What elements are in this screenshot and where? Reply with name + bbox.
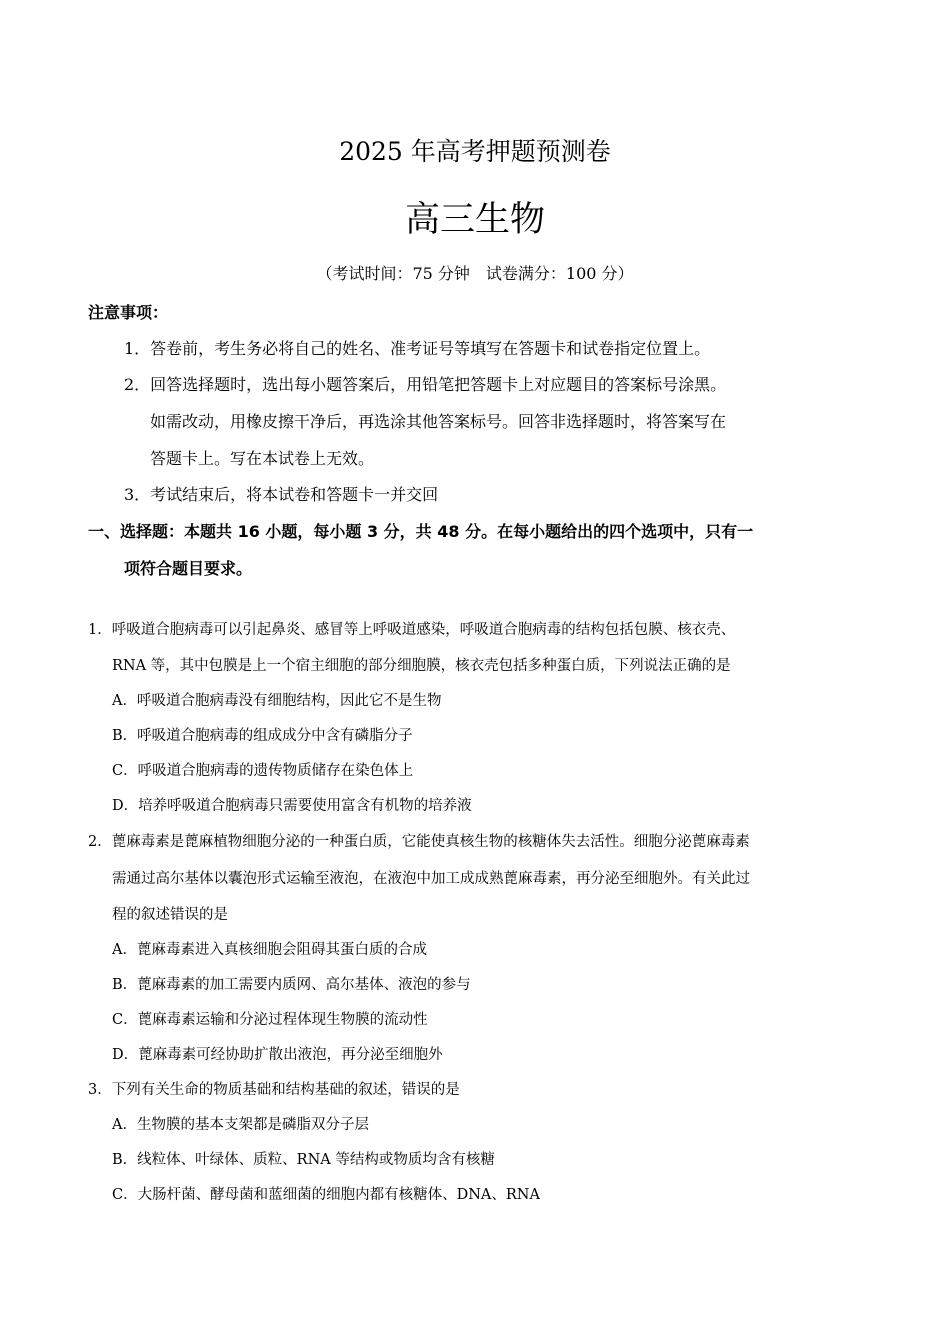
question-2-stem-cont: 需通过高尔基体以囊泡形式运输至液泡，在液泡中加工成成熟蓖麻毒素，再分泌至细胞外。有关此过 xyxy=(112,871,750,887)
notice-item-1: 1．答卷前，考生务必将自己的姓名、准考证号等填写在答题卡和试卷指定位置上。 xyxy=(124,339,711,358)
question-2-option-b: B．蓖麻毒素的加工需要内质网、高尔基体、液泡的参与 xyxy=(112,977,471,993)
question-1-option-a: A．呼吸道合胞病毒没有细胞结构，因此它不是生物 xyxy=(112,693,442,709)
section-heading-cont: 项符合题目要求。 xyxy=(124,559,253,578)
question-1-stem-cont: RNA 等，其中包膜是上一个宿主细胞的部分细胞膜，核衣壳包括多种蛋白质，下列说法正确的是 xyxy=(112,658,731,674)
notice-item-3: 3．考试结束后，将本试卷和答题卡一并交回 xyxy=(124,485,439,504)
question-2-option-d: D．蓖麻毒素可经协助扩散出液泡，再分泌至细胞外 xyxy=(112,1047,443,1063)
question-1-option-b: B．呼吸道合胞病毒的组成成分中含有磷脂分子 xyxy=(112,728,413,744)
question-2-stem: 2．蓖麻毒素是蓖麻植物细胞分泌的一种蛋白质，它能使真核生物的核糖体失去活性。细胞分泌蓖麻毒素 xyxy=(88,834,750,850)
question-3-stem: 3．下列有关生命的物质基础和结构基础的叙述，错误的是 xyxy=(88,1082,460,1098)
subject-title: 高三生物 xyxy=(404,200,545,240)
question-3-option-c: C．大肠杆菌、酵母菌和蓝细菌的细胞内都有核糖体、DNA、RNA xyxy=(112,1187,540,1203)
question-1-option-c: C．呼吸道合胞病毒的遗传物质储存在染色体上 xyxy=(112,763,414,779)
question-2-option-a: A．蓖麻毒素进入真核细胞会阻碍其蛋白质的合成 xyxy=(112,942,427,958)
section-heading: 一、选择题：本题共 16 小题，每小题 3 分，共 48 分。在每小题给出的四个选项中，只有一 xyxy=(88,522,754,541)
question-2-stem-cont-2: 程的叙述错误的是 xyxy=(112,907,228,923)
notice-item-2-cont: 如需改动，用橡皮擦干净后，再选涂其他答案标号。回答非选择题时，将答案写在 xyxy=(150,412,727,431)
question-1-stem: 1．呼吸道合胞病毒可以引起鼻炎、感冒等上呼吸道感染，呼吸道合胞病毒的结构包括包膜、核衣壳、 xyxy=(88,622,736,638)
question-3-option-b: B．线粒体、叶绿体、质粒、RNA 等结构或物质均含有核糖 xyxy=(112,1152,495,1168)
question-1-option-d: D．培养呼吸道合胞病毒只需要使用富含有机物的培养液 xyxy=(112,798,472,814)
question-3-option-a: A．生物膜的基本支架都是磷脂双分子层 xyxy=(112,1117,369,1133)
exam-info: （考试时间：75 分钟 试卷满分：100 分） xyxy=(316,264,634,283)
exam-title: 2025 年高考押题预测卷 xyxy=(339,137,611,166)
notice-heading: 注意事项： xyxy=(88,303,169,322)
notice-item-2: 2．回答选择题时，选出每小题答案后，用铅笔把答题卡上对应题目的答案标号涂黑。 xyxy=(124,375,727,394)
notice-item-2-cont-2: 答题卡上。写在本试卷上无效。 xyxy=(150,449,375,468)
question-2-option-c: C．蓖麻毒素运输和分泌过程体现生物膜的流动性 xyxy=(112,1012,428,1028)
